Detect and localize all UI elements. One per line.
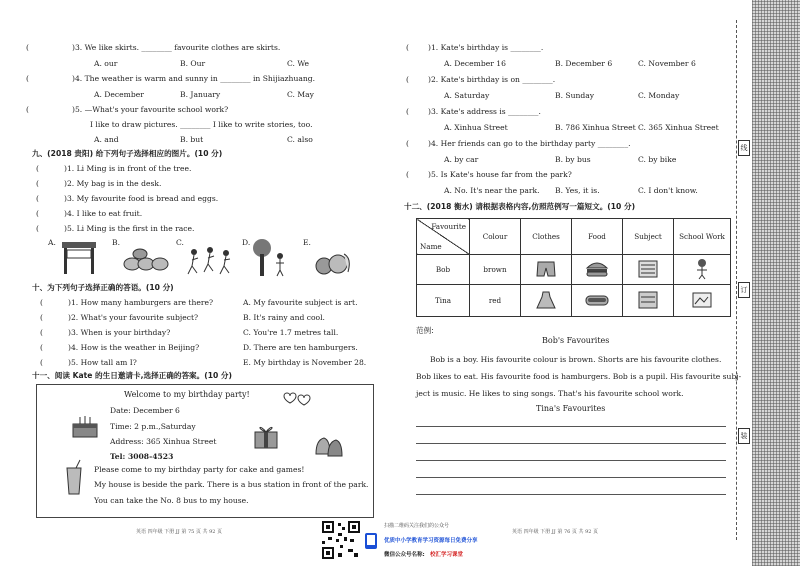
paren: ( — [36, 164, 39, 173]
hotdog-cell — [572, 285, 623, 317]
paren: ( — [36, 209, 39, 218]
card-tel: Tel: 3008-4523 — [110, 452, 174, 461]
section-11-title: 十一、阅读 Kate 的生日邀请卡,选择正确的答案。(10 分) — [32, 371, 232, 380]
tree-picture — [250, 238, 298, 278]
option-b: B. January — [180, 90, 221, 99]
paren: ( — [406, 75, 409, 84]
hamburger-cell — [572, 255, 623, 285]
example-line: ject is music. He likes to sing songs. That's his favourite school work. — [416, 389, 684, 398]
card-date: Date: December 6 — [110, 406, 180, 415]
section-10-title: 十、为下列句子选择正确的答语。(10 分) — [32, 283, 174, 292]
answer: C. You're 1.7 metres tall. — [243, 328, 339, 337]
question-line2: I like to draw pictures. ________ I like to write stories, too. — [90, 120, 313, 129]
question-text: )3. We like skirts. ________ favourite clothes are skirts. — [72, 43, 281, 52]
row-colour: red — [470, 285, 521, 317]
option-a: A. by car — [444, 155, 479, 164]
question-text: )5. —What's your favourite school work? — [72, 105, 229, 114]
option-b: B. Our — [180, 59, 206, 68]
paren: ( — [40, 358, 43, 367]
fruit-picture — [314, 248, 354, 276]
option-c: C. also — [287, 135, 313, 144]
option-c: C. I don't know. — [638, 186, 698, 195]
drink-icon — [62, 458, 86, 496]
sentence: )1. Li Ming is in front of the tree. — [64, 164, 192, 173]
example-title: Bob's Favourites — [542, 336, 610, 345]
tina-title: Tina's Favourites — [536, 404, 606, 413]
favourites-table — [416, 218, 731, 317]
paren: ( — [36, 194, 39, 203]
corner-favourite: Favourite — [431, 222, 466, 231]
picture-letter-d: D. — [242, 238, 251, 247]
paren: ( — [26, 105, 29, 114]
option-a: A. Xinhua Street — [444, 123, 508, 132]
scan-text: 扫描二维码关注我们的公众号 — [384, 523, 450, 529]
paren: ( — [40, 328, 43, 337]
paren: ( — [406, 43, 409, 52]
answer: B. It's rainy and cool. — [243, 313, 325, 322]
paren: ( — [26, 74, 29, 83]
question: )5. How tall am I? — [68, 358, 137, 367]
option-c: C. Monday — [638, 91, 680, 100]
option-a: A. December — [94, 90, 144, 99]
example-line: Bob likes to eat. His favourite food is hamburgers. Bob is a pupil. His favourite subj- — [416, 372, 742, 381]
writing-line[interactable] — [416, 426, 726, 427]
question: )2. What's your favourite subject? — [68, 313, 199, 322]
option-b: B. 786 Xinhua Street — [555, 123, 636, 132]
shorts-cell — [521, 255, 572, 285]
writing-line[interactable] — [416, 460, 726, 461]
sing-cell — [674, 255, 731, 285]
option-c: C. May — [287, 90, 314, 99]
dress-cell — [521, 285, 572, 317]
option-c: C. We — [287, 59, 310, 68]
card-line-1: Please come to my birthday party for cake and games! — [94, 465, 305, 474]
paren: ( — [26, 43, 29, 52]
table-row — [417, 285, 731, 317]
option-c: C. by bike — [638, 155, 677, 164]
picture-letter-e: E. — [303, 238, 311, 247]
qr-code-icon — [320, 519, 362, 561]
page-footer-right: 英语 四年级 下册 JJ 第 76 页 共 92 页 — [512, 529, 599, 535]
picture-letter-c: C. — [176, 238, 184, 247]
option-c: C. November 6 — [638, 59, 696, 68]
header-clothes: Clothes — [521, 219, 572, 255]
drawing-icon — [690, 290, 714, 310]
option-a: A. No. It's near the park. — [444, 186, 540, 195]
sentence: )2. My bag is in the desk. — [64, 179, 162, 188]
option-c: C. 365 Xinhua Street — [638, 123, 719, 132]
book-icon — [637, 290, 659, 310]
binding-strip — [752, 0, 800, 566]
singing-boy-icon — [692, 258, 712, 280]
page-footer-left: 英语 四年级 下册 JJ 第 75 页 共 92 页 — [136, 529, 223, 535]
answer: D. There are ten hamburgers. — [243, 343, 358, 352]
shorts-icon — [535, 260, 557, 278]
card-line-2: My house is beside the park. There is a bus station in front of the park. — [94, 480, 369, 489]
wechat-prefix: 微信公众号名称: — [384, 552, 425, 558]
music-book-icon — [637, 259, 659, 279]
wechat-name: 校汇学习课堂 — [430, 552, 464, 558]
question-text: )4. Her friends can go to the birthday party ________. — [428, 139, 631, 148]
row-name: Tina — [417, 285, 470, 317]
book-cell — [623, 285, 674, 317]
header-food: Food — [572, 219, 623, 255]
bread-eggs-picture — [122, 246, 170, 276]
gift-icon — [252, 422, 280, 450]
promo-text: 优质中小学教育学习资源每日免费分享 — [384, 538, 478, 544]
question: )4. How is the weather in Beijing? — [68, 343, 200, 352]
table-row — [417, 255, 731, 285]
row-name: Bob — [417, 255, 470, 285]
option-a: A. Saturday — [444, 91, 490, 100]
hamburger-icon — [585, 260, 609, 278]
race-picture — [186, 244, 236, 276]
picture-letter-a: A. — [48, 238, 56, 247]
paren: ( — [40, 343, 43, 352]
writing-line[interactable] — [416, 494, 726, 495]
cake-icon — [70, 412, 100, 440]
corner-name: Name — [420, 242, 442, 251]
header-school-work: School Work — [674, 219, 731, 255]
paren: ( — [406, 107, 409, 116]
option-b: B. Yes, it is. — [555, 186, 600, 195]
option-a: A. our — [94, 59, 118, 68]
music-cell — [623, 255, 674, 285]
section-12-title: 十二、(2018 衡水) 请根据表格内容,仿照范例写一篇短文。(10 分) — [404, 202, 636, 211]
example-label: 范例: — [416, 326, 434, 335]
option-a: A. December 16 — [444, 59, 506, 68]
header-colour: Colour — [470, 219, 521, 255]
option-b: B. by bus — [555, 155, 591, 164]
table-corner-cell — [417, 219, 470, 255]
paren: ( — [40, 313, 43, 322]
question-text: )2. Kate's birthday is on ________. — [428, 75, 556, 84]
hotdog-icon — [584, 292, 610, 308]
binding-mark-pack: 装 — [738, 428, 750, 444]
dress-icon — [535, 290, 557, 310]
option-a: A. and — [94, 135, 119, 144]
sentence: )5. Li Ming is the first in the race. — [64, 224, 195, 233]
question-text: )1. Kate's birthday is ________. — [428, 43, 544, 52]
desk-picture — [58, 236, 100, 276]
paren: ( — [406, 139, 409, 148]
option-b: B. but — [180, 135, 204, 144]
header-subject: Subject — [623, 219, 674, 255]
paren: ( — [36, 179, 39, 188]
hearts-icon — [282, 388, 312, 410]
option-b: B. Sunday — [555, 91, 595, 100]
picture-letter-b: B. — [112, 238, 120, 247]
question-text: )5. Is Kate's house far from the park? — [428, 170, 572, 179]
question: )3. When is your birthday? — [68, 328, 171, 337]
paren: ( — [406, 170, 409, 179]
section-9-title: 九、(2018 贵阳) 给下列句子选择相应的图片。(10 分) — [32, 149, 223, 158]
writing-line[interactable] — [416, 443, 726, 444]
question-text: )3. Kate's address is ________. — [428, 107, 541, 116]
paren: ( — [40, 298, 43, 307]
card-line-3: You can take the No. 8 bus to my house. — [94, 496, 249, 505]
answer: E. My birthday is November 28. — [243, 358, 367, 367]
answer: A. My favourite subject is art. — [243, 298, 358, 307]
row-colour: brown — [470, 255, 521, 285]
paren: ( — [36, 224, 39, 233]
binding-mark-bind: 订 — [738, 282, 750, 298]
question-text: )4. The weather is warm and sunny in ________ in Shijiazhuang. — [72, 74, 316, 83]
sentence: )4. I like to eat fruit. — [64, 209, 143, 218]
binding-mark-line: 线 — [738, 140, 750, 156]
card-welcome: Welcome to my birthday party! — [124, 390, 250, 399]
example-line: Bob is a boy. His favourite colour is brown. Shorts are his favourite clothes. — [430, 355, 722, 364]
draw-cell — [674, 285, 731, 317]
bells-icon — [310, 432, 346, 460]
writing-line[interactable] — [416, 477, 726, 478]
sentence: )3. My favourite food is bread and eggs. — [64, 194, 219, 203]
card-time: Time: 2 p.m.,Saturday — [110, 422, 196, 431]
phone-icon — [364, 532, 378, 550]
cut-line — [736, 20, 737, 540]
option-b: B. December 6 — [555, 59, 613, 68]
card-address: Address: 365 Xinhua Street — [110, 437, 217, 446]
question: )1. How many hamburgers are there? — [68, 298, 214, 307]
